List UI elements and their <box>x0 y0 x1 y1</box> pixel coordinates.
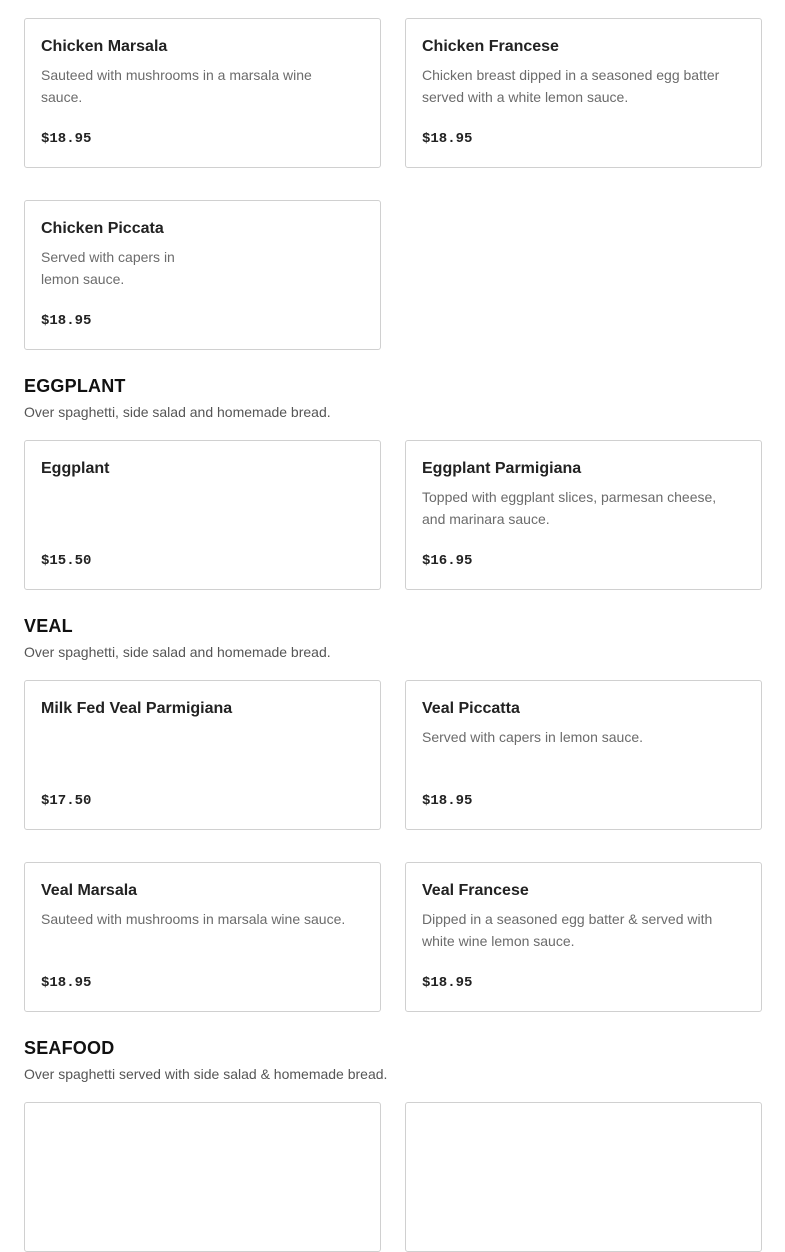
category-title-veal: VEAL <box>24 616 73 636</box>
menu-item-description: Dipped in a seasoned egg batter & served with white wine lemon sauce. <box>422 911 713 949</box>
category-description-veal: Over spaghetti, side salad and homemade bread. <box>24 644 331 660</box>
menu-item-card[interactable] <box>24 440 381 590</box>
menu-item-price: $18.95 <box>41 313 92 329</box>
category-description-eggplant: Over spaghetti, side salad and homemade bread. <box>24 404 331 420</box>
menu-item-name: Chicken Francese <box>422 38 559 55</box>
menu-item-name: Eggplant <box>41 460 110 477</box>
menu-item-description: Chicken breast dipped in a seasoned egg batter served with a white lemon sauce. <box>422 67 720 105</box>
menu-item-card[interactable] <box>24 18 381 168</box>
menu-item-description: Served with capers in lemon sauce. <box>422 729 643 745</box>
menu-item-price: $18.95 <box>41 131 92 147</box>
menu-item-price: $18.95 <box>41 975 92 991</box>
menu-item-price: $15.50 <box>41 553 92 569</box>
menu-item-name: Eggplant Parmigiana <box>422 460 582 477</box>
menu-item-description: Served with capers in lemon sauce. <box>41 249 175 287</box>
menu-item-description: Sauteed with mushrooms in a marsala wine sauce. <box>41 67 312 105</box>
category-title-seafood: SEAFOOD <box>24 1038 115 1058</box>
category-description-seafood: Over spaghetti served with side salad & homemade bread. <box>24 1066 388 1082</box>
menu-item-description: Topped with eggplant slices, parmesan cheese, and marinara sauce. <box>422 489 717 527</box>
menu-item-card[interactable] <box>405 862 762 1012</box>
menu-item-price: $18.95 <box>422 793 473 809</box>
menu-item-name: Veal Marsala <box>41 882 138 899</box>
menu-item-price: $18.95 <box>422 975 473 991</box>
menu-item-name: Chicken Marsala <box>41 38 168 55</box>
menu-item-price: $17.50 <box>41 793 92 809</box>
menu-item-card[interactable] <box>405 18 762 168</box>
menu-item-name: Veal Francese <box>422 882 529 899</box>
menu-item-description: Sauteed with mushrooms in marsala wine sauce. <box>41 911 346 927</box>
menu-item-card[interactable] <box>405 680 762 830</box>
category-title-eggplant: EGGPLANT <box>24 376 126 396</box>
menu-item-name: Milk Fed Veal Parmigiana <box>41 700 233 717</box>
menu-item-name: Veal Piccatta <box>422 700 520 717</box>
menu-item-card[interactable] <box>24 680 381 830</box>
menu-item-price: $16.95 <box>422 553 473 569</box>
menu-item-card[interactable] <box>24 862 381 1012</box>
menu-item-card[interactable] <box>405 440 762 590</box>
menu-item-card[interactable] <box>24 200 381 350</box>
menu-item-name: Chicken Piccata <box>41 220 164 237</box>
menu-item-price: $18.95 <box>422 131 473 147</box>
